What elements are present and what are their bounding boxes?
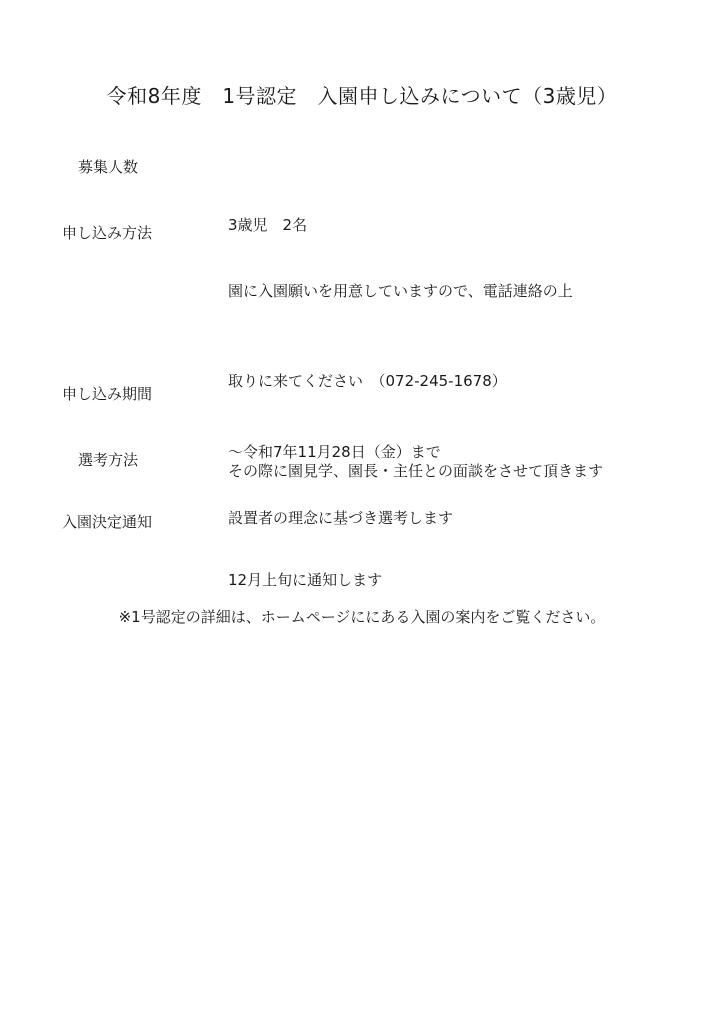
row-label-application-method: 申し込み方法 [62,224,153,242]
value-line: 園に入園願いを用意していますので、電話連絡の上 [228,282,573,300]
value-line: ～令和7年11月28日（金）まで [228,443,441,461]
footnote: ※1号認定の詳細は、ホームページににある入園の案内をご覧ください。 [118,608,606,626]
row-label-selection-method: 選考方法 [78,451,139,469]
row-label-admission-notice: 入園決定通知 [62,513,153,531]
value-line: 12月上旬に通知します [228,571,383,589]
page-title: 令和8年度 1号認定 入園申し込みについて（3歳児） [106,84,618,108]
value-line: 取りに来てください （072-245-1678） [228,372,507,390]
row-value-admission-notice [228,505,382,655]
value-line: その際に園見学、園長・主任との面談をさせて頂きます [228,462,604,480]
row-label-recruitment-count: 募集人数 [78,158,139,176]
row-label-application-period: 申し込み期間 [62,385,153,403]
value-line: 設置者の理念に基づき選考します [228,509,454,527]
value-line: 3歳児 2名 [228,216,308,234]
